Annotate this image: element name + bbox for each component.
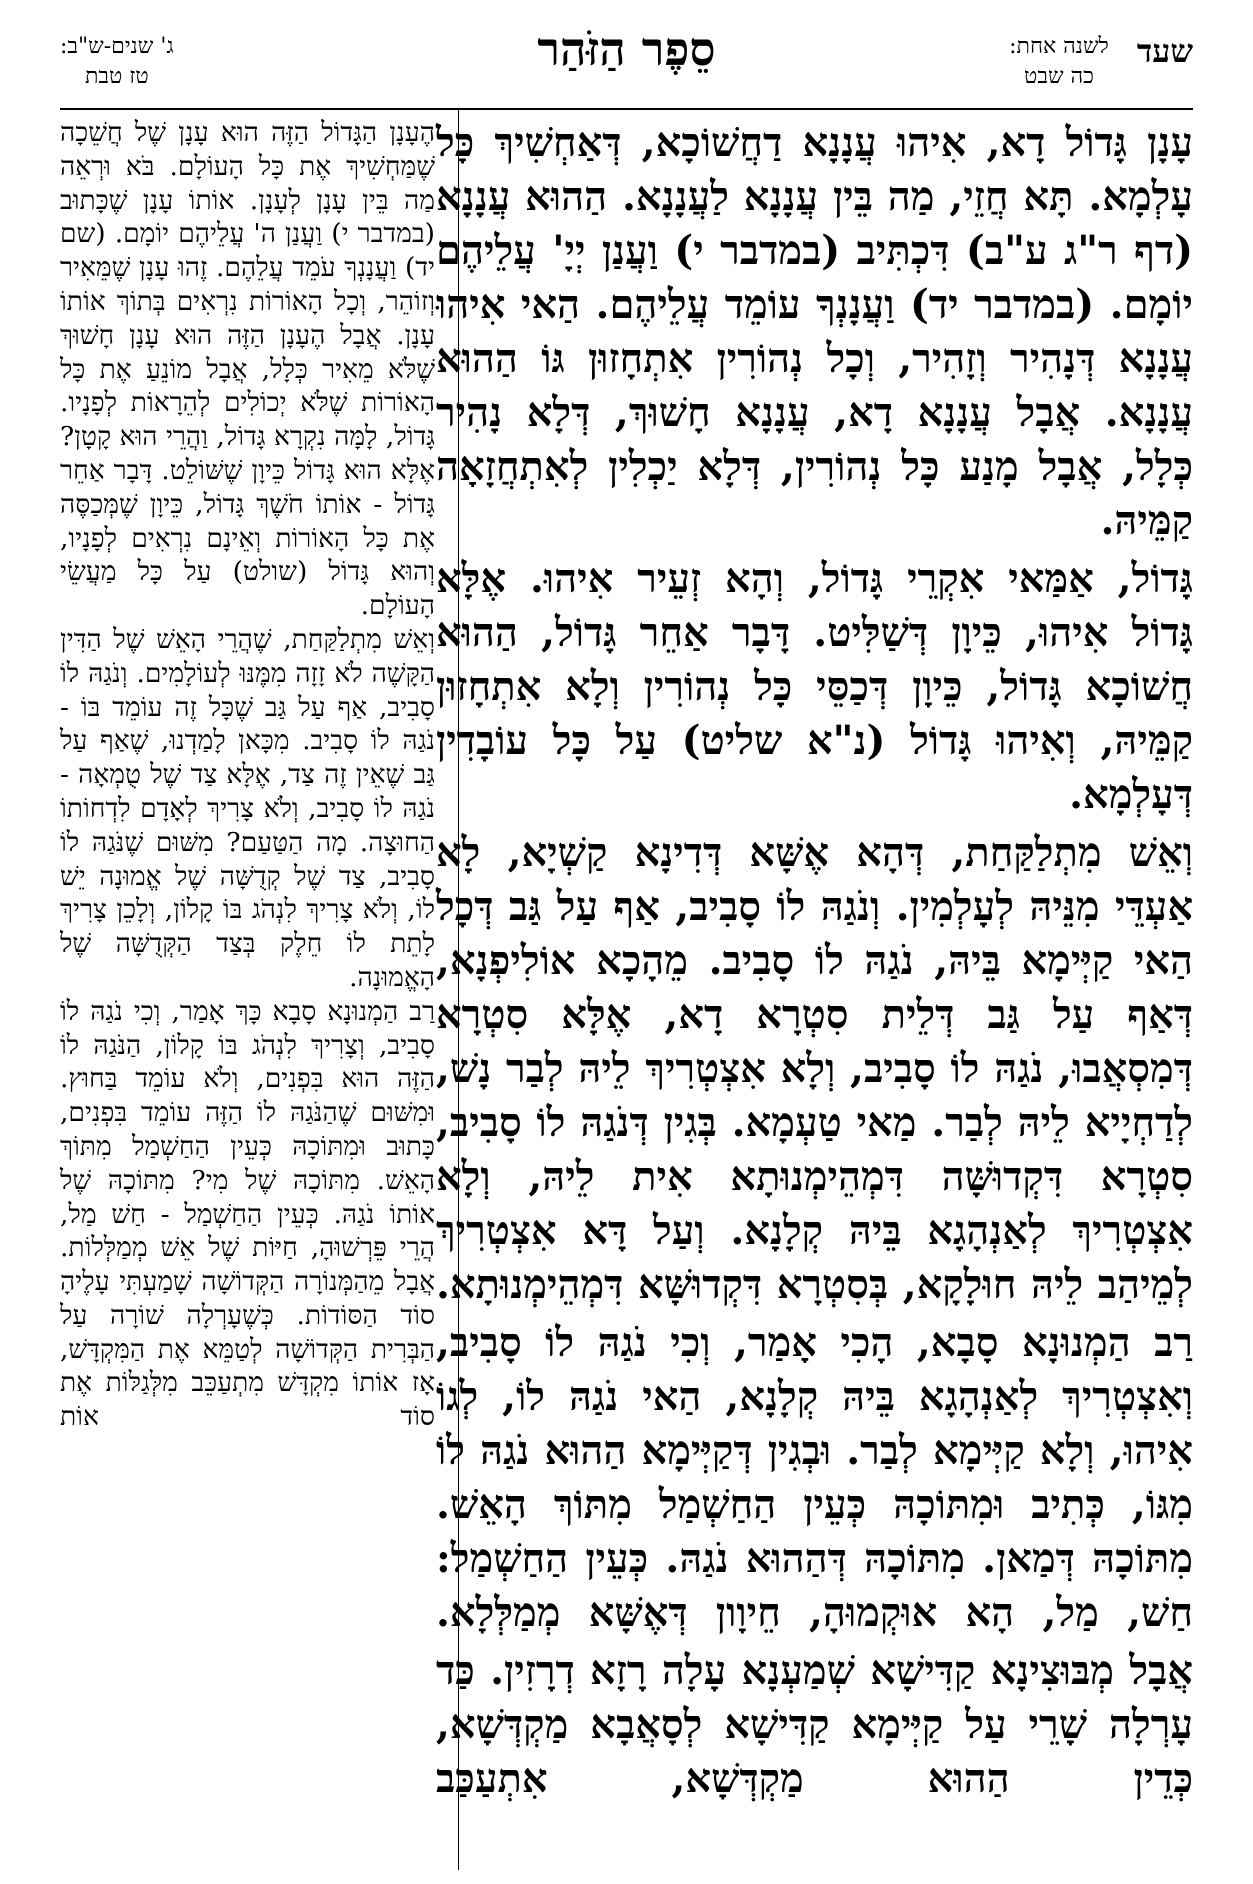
schedule-date-3-years: טז טבת (84, 64, 149, 89)
hebrew-paragraph-3: וְאֵשׁ מִתְלַקַּחַת, שֶׁהֲרֵי הָאֵשׁ שֶׁל הַדִּין הַקָּשֶׁה לֹא זָזָה מִמֶּנּוּ לְעוֹלָמִים. וְנֹגַהּ לוֹ סָבִיב, אַף עַל גַּב שֶׁכָּל זֶה עוֹמֵד בּוֹ - נֹגַהּ לוֹ סָבִיב. מִכָּאן לָמַדְנוּ, שֶׁאַף עַל גַּב שֶׁאֵין זֶה צַד, אֶלָּא צַד שֶׁל טֻמְאָה - נֹגַהּ לוֹ סָבִיב, וְלֹא צָרִיךְ לְאָדָם לִדְחוֹתוֹ הַחוּצָה. מָה הַטַּעַם? מִשּׁוּם שֶׁנֹּגַהּ לוֹ סָבִיב, צַד שֶׁל קְדֻשָּׁה שֶׁל אֱמוּנָה יֵשׁ לוֹ, וְלֹא צָרִיךְ לִנְהֹג בּוֹ קָלוֹן, וְלָכֵן צָרִיךְ לָתֵת לוֹ חֵלֶק בְּצַד הַקְּדֻשָּׁה שֶׁל הָאֱמוּנָה. (60, 623, 435, 993)
schedule-date: כה שבט (1024, 64, 1094, 89)
page-number: שעד (1136, 32, 1193, 70)
header-left (60, 32, 174, 92)
page-header (60, 22, 1193, 114)
hebrew-paragraph-2: גָּדוֹל, לָמָּה נִקְרָא גָּדוֹל, וַהֲרֵי הוּא קָטָן? אֶלָּא הוּא גָּדוֹל כֵּיוָן שֶׁשּׁוֹלֵט. דָּבָר אַחֵר גָּדוֹל - אוֹתוֹ חֹשֶׁךְ גָּדוֹל, כֵּיוָן שֶׁמְּכַסֶּה אֶת כָּל הָאוֹרוֹת וְאֵינָם נִרְאִים לְפָנָיו, וְהוּא גָּדוֹל (שולט) עַל כָּל מַעֲשֵׂי הָעוֹלָם. (60, 421, 435, 622)
aramaic-paragraph-3: וְאֵשׁ מִתְלַקַּחַת, דְּהָא אֶשָּׁא דְּדִינָא קַשְׁיָא, לָא אַעְדֵּי מִנֵּיהּ לְעָלְמִין. וְנֹגַהּ לוֹ סָבִיב, אַף עַל גַּב דְּכָל הַאי קַיְּימָא בֵּיהּ, נֹגַהּ לוֹ סָבִיב. מֵהָכָא אוֹלִיפְנָא, דְּאַף עַל גַּב דְּלֵית סִטְרָא דָא, אֶלָּא סִטְרָא דְּמִסְאֲבוּ, נֹגַהּ לוֹ סָבִיב, וְלָא אִצְטְרִיךְ לֵיהּ לְבַר נָשׁ, לְדַחְיָיא לֵיהּ לְבַר. מַאי טַעְמָא. בְּגִין דְּנֹגַהּ לוֹ סָבִיב, סִטְרָא דִּקְדוּשָּׁה דִּמְהֵימְנוּתָא אִית לֵיהּ, וְלָא אִצְטְרִיךְ לְאַנְהָגָא בֵּיהּ קְלָנָא. וְעַל דָּא אִצְטְרִיךְ לְמֵיהַב לֵיהּ חוּלָקָא, בְּסִטְרָא דִּקְדוּשָּׁא דִּמְהֵימְנוּתָא. (436, 829, 1194, 1308)
schedule-label-3-years: ג' שנים-ש"ב: (60, 34, 174, 59)
header-rule (60, 108, 1193, 110)
hebrew-paragraph-5: אֲבָל מֵהַמְּנוֹרָה הַקְּדוֹשָׁה שָׁמַעְתִּי עָלֶיהָ סוֹד הַסּוֹדוֹת. כְּשֶׁעָרְלָה שׁוֹרָה עַל הַבְּרִית הַקְּדוֹשָׁה לְטַמֵּא אֶת הַמִּקְדָּשׁ, אָז אוֹתוֹ מִקְדָּשׁ מִתְעַכֵּב מִלְּגַלּוֹת אֶת סוֹד אוֹת (60, 1266, 435, 1433)
schedule-label: לשנה אחת: (1009, 34, 1109, 59)
aramaic-paragraph-1: עָנָן גָּדוֹל דָא, אִיהוּ עֲנָנָא דַחֲשׁוֹכָא, דְּאַחְשִׁיךְ כָּל עָלְמָא. תָּא חֲזֵי, מַה בֵּין עֲנָנָא לַעֲנָנָא. הַהוּא עֲנָנָא (דף ר"ג ע"ב) דִּכְתִּיב (במדבר י) וַעֲנַן יְיָ' עֲלֵיהֶם יוֹמָם. (במדבר יד) וַעֲנָנְךָ עוֹמֵד עֲלֵיהֶם. הַאי אִיהוּ עֲנָנָא דְּנָהִיר וְזָהִיר, וְכָל נְהוֹרִין אִתְחָזוּן גּוֹ הַהוּא עֲנָנָא. אֲבָל עֲנָנָא דָא, עֲנָנָא חָשׁוּךְ, דְּלָא נָהִיר כְּלָל, אֲבָל מָנַע כָּל נְהוֹרִין, דְּלָא יַכְלִין לְאִתְחֲזָאָה קַמֵּיהּ. (436, 119, 1193, 544)
aramaic-column (436, 116, 1193, 1806)
aramaic-paragraph-2: גָּדוֹל, אַמַּאי אִקְרֵי גָּדוֹל, וְהָא זְעֵיר אִיהוּ. אֶלָּא גָּדוֹל אִיהוּ, כֵּיוָן דְּשַׁלִּיט. דָּבָר אַחֵר גָּדוֹל, הַהוּא חֲשׁוֹכָא גָּדוֹל, כֵּיוָן דְּכַסֵּי כָּל נְהוֹרִין וְלָא אִתְחָזוּן קַמֵּיהּ, וְאִיהוּ גָּדוֹל (נ"א שליט) עַל כָּל עוֹבָדִין דְּעָלְמָא. (436, 555, 1193, 818)
hebrew-paragraph-4: רַב הַמְנוּנָא סָבָא כָּךְ אָמַר, וְכִי נֹגַהּ לוֹ סָבִיב, וְצָרִיךְ לִנְהֹג בּוֹ קָלוֹן, הַנֹּגַהּ לוֹ הַזֶּה הוּא בִּפְנִים, וְלֹא עוֹמֵד בַּחוּץ. וּמִשּׁוּם שֶׁהַנֹּגַהּ לוֹ הַזֶּה עוֹמֵד בִּפְנִים, כָּתוּב וּמִתּוֹכָהּ כְּעֵין הַחַשְׁמַל מִתּוֹךְ הָאֵשׁ. מִתּוֹכָהּ שֶׁל מִי? מִתּוֹכָהּ שֶׁל אוֹתוֹ נֹגַהּ. כְּעֵין הַחַשְׁמַל - חַשׁ מַל, הֲרֵי פֵּרְשׁוּהָ, חַיּוֹת שֶׁל אֵשׁ מְמַלְּלוֹת. (60, 995, 435, 1264)
hebrew-translation-column (60, 116, 435, 1434)
aramaic-paragraph-4: רַב הַמְנוּנָא סָבָא, הָכִי אָמַר, וְכִי נֹגַהּ לוֹ סָבִיב, וְאִצְטְרִיךְ לְאַנְהָגָא בֵּיהּ קְלָנָא, הַאי נֹגַהּ לוֹ, לְגוֹ אִיהוּ, וְלָא קַיְּימָא לְבַר. וּבְגִין דְּקַיְּימָא הַהוּא נֹגַהּ לוֹ מִגּוֹ, כְּתִיב וּמִתּוֹכָהּ כְּעֵין הַחַשְׁמַל מִתּוֹךְ הָאֵשׁ. מִתּוֹכָהּ דְּמַאן. מִתּוֹכָהּ דְּהַהוּא נֹגַהּ. כְּעֵין הַחַשְׁמַל: חַשׁ, מַל, הָא אוּקְמוּהָ, חֵיוָון דְּאֶשָּׁא מְמַלְּלָא. (436, 1319, 1193, 1636)
hebrew-paragraph-1: הֶעָנָן הַגָּדוֹל הַזֶּה הוּא עָנָן שֶׁל חֲשֵׁכָה שֶׁמַּחְשִׁיךְ אֶת כָּל הָעוֹלָם. בֹּא וּרְאֵה מַה בֵּין עָנָן לְעָנָן. אוֹתוֹ עָנָן שֶׁכָּתוּב (במדבר י) וַעֲנַן ה' עֲלֵיהֶם יוֹמָם. (שם יד) וַעֲנָנְךָ עֹמֵד עֲלֵהֶם. זֶהוּ עָנָן שֶׁמֵּאִיר וְזוֹהֵר, וְכָל הָאוֹרוֹת נִרְאִים בְּתוֹךְ אוֹתוֹ עָנָן. אֲבָל הֶעָנָן הַזֶּה הוּא עָנָן חָשׁוּךְ שֶׁלֹּא מֵאִיר כְּלָל, אֲבָל מוֹנֵעַ אֶת כָּל הָאוֹרוֹת שֶׁלֹּא יְכוֹלִים לְהֵרָאוֹת לְפָנָיו. (60, 117, 435, 419)
aramaic-paragraph-5: אֲבָל מְבּוּצִינָא קַדִּישָׁא שְׁמַעְנָא עָלָה רָזָא דְרָזִין. כַּד עָרְלָה שָׁרֵי עַל קַיְּימָא קַדִּישָׁא לְסָאֲבָא מַקְדְּשָׁא, כְּדֵין הַהוּא מַקְדְּשָׁא, אִתְעַכַּב (436, 1647, 1193, 1802)
book-title: סֵפֶר הַזֹּהַר (537, 22, 716, 76)
